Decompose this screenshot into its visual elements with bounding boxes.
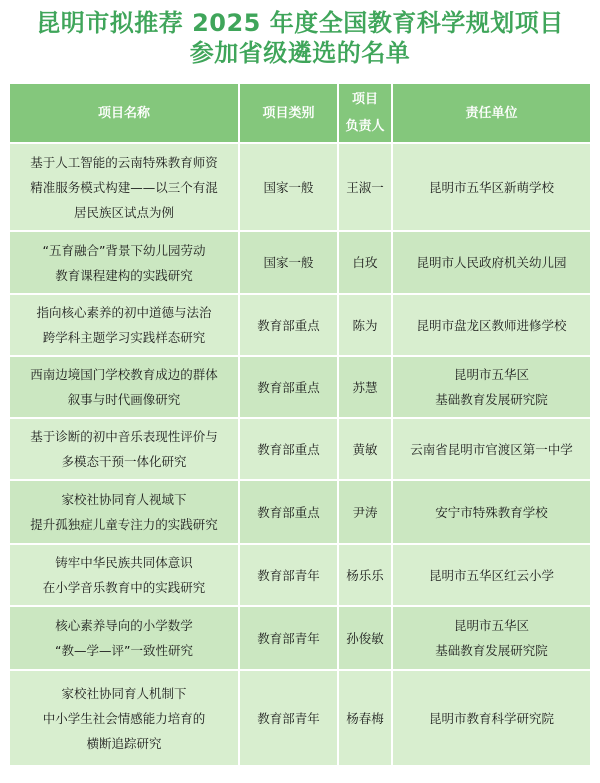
project-table-container [8, 82, 590, 767]
table-row [9, 356, 591, 418]
project-name-cell-line: 叙事与时代画像研究 [67, 392, 181, 407]
project-name-cell-line: 家校社协同育人视域下 [61, 492, 187, 507]
responsible-unit-cell-line: 基础教育发展研究院 [435, 392, 548, 407]
project-lead-cell: 尹涛 [338, 480, 392, 544]
project-category-cell: 国家一般 [239, 231, 338, 294]
table-row [9, 143, 591, 231]
project-lead-cell: 白玫 [338, 231, 392, 294]
project-name-cell-line: 基于诊断的初中音乐表现性评价与 [30, 429, 218, 444]
project-name-cell-line: 铸牢中华民族共同体意识 [55, 555, 193, 570]
responsible-unit-cell-line: 昆明市教育科学研究院 [428, 710, 554, 726]
table-row [9, 294, 591, 356]
project-name-cell-line: 横断追踪研究 [86, 735, 162, 751]
responsible-unit-cell-line: 昆明市五华区新萌学校 [428, 179, 554, 195]
header-responsible-unit: 责任单位 [392, 83, 591, 143]
project-name-cell-line: 家校社协同育人机制下 [61, 685, 187, 701]
project-name-cell [9, 480, 239, 544]
project-category-cell: 教育部重点 [239, 480, 338, 544]
project-name-cell [9, 670, 239, 766]
responsible-unit-cell [392, 670, 591, 766]
project-lead-cell: 杨乐乐 [338, 544, 392, 606]
responsible-unit-cell [392, 480, 591, 544]
project-table [8, 82, 592, 767]
project-category-cell: 教育部青年 [239, 606, 338, 670]
title-line-1: 昆明市拟推荐 2025 年度全国教育科学规划项目 [36, 9, 564, 37]
project-category-cell: 教育部重点 [239, 356, 338, 418]
responsible-unit-cell [392, 356, 591, 418]
project-category-cell: 教育部青年 [239, 670, 338, 766]
project-lead-cell: 杨春梅 [338, 670, 392, 766]
project-lead-cell: 孙俊敏 [338, 606, 392, 670]
responsible-unit-cell-line: 云南省昆明市官渡区第一中学 [410, 441, 573, 457]
project-category-cell: 国家一般 [239, 143, 338, 231]
header-project-name: 项目名称 [9, 83, 239, 143]
project-name-cell-line: 提升孤独症儿童专注力的实践研究 [30, 517, 218, 532]
table-row [9, 670, 591, 766]
table-row [9, 480, 591, 544]
header-project-lead [338, 83, 392, 143]
project-name-cell-line: 中小学生社会情感能力培育的 [42, 710, 206, 726]
project-lead-cell: 王淑一 [338, 143, 392, 231]
project-name-cell-line: 居民族区试点为例 [73, 204, 174, 220]
project-name-cell [9, 418, 239, 480]
project-name-cell-line: “五育融合”背景下幼儿园劳动 [42, 242, 206, 258]
project-name-cell-line: “教—学—评”一致性研究 [55, 643, 193, 658]
responsible-unit-cell-line: 昆明市五华区红云小学 [428, 567, 554, 583]
project-name-cell-line: 西南边境国门学校教育成边的群体 [30, 367, 218, 382]
responsible-unit-cell-line: 昆明市五华区 [453, 367, 529, 382]
project-name-cell [9, 544, 239, 606]
project-lead-cell: 黄敏 [338, 418, 392, 480]
table-row [9, 544, 591, 606]
project-name-cell-line: 核心素养导向的小学数学 [55, 618, 193, 633]
responsible-unit-cell-line: 昆明市五华区 [453, 618, 529, 633]
responsible-unit-cell [392, 606, 591, 670]
responsible-unit-cell-line: 基础教育发展研究院 [435, 643, 548, 658]
project-name-cell-line: 教育课程建构的实践研究 [55, 267, 193, 283]
project-lead-cell: 陈为 [338, 294, 392, 356]
responsible-unit-cell-line: 昆明市人民政府机关幼儿园 [416, 255, 567, 270]
project-name-cell [9, 231, 239, 294]
header-lead-line-1: 项目 [351, 92, 378, 107]
page-title [0, 0, 600, 68]
project-category-cell: 教育部重点 [239, 418, 338, 480]
responsible-unit-cell [392, 231, 591, 294]
project-category-cell: 教育部青年 [239, 544, 338, 606]
project-name-cell-line: 在小学音乐教育中的实践研究 [42, 580, 206, 595]
responsible-unit-cell-line: 安宁市特殊教育学校 [435, 504, 548, 520]
table-row [9, 418, 591, 480]
project-category-cell: 教育部重点 [239, 294, 338, 356]
title-line-2: 参加省级遴选的名单 [189, 39, 411, 67]
project-name-cell-line: 多模态干预一体化研究 [61, 454, 187, 469]
project-name-cell-line: 基于人工智能的云南特殊教育师资 [30, 154, 218, 170]
project-name-cell [9, 294, 239, 356]
project-name-cell [9, 143, 239, 231]
responsible-unit-cell [392, 544, 591, 606]
project-lead-cell: 苏慧 [338, 356, 392, 418]
responsible-unit-cell [392, 418, 591, 480]
header-project-category: 项目类别 [239, 83, 338, 143]
table-body [9, 143, 591, 766]
project-name-cell [9, 356, 239, 418]
project-name-cell-line: 指向核心素养的初中道德与法治 [36, 305, 212, 320]
project-name-cell-line: 精准服务模式构建——以三个有混 [30, 179, 218, 195]
project-name-cell-line: 跨学科主题学习实践样态研究 [42, 330, 206, 345]
header-lead-line-2: 负责人 [345, 119, 385, 134]
responsible-unit-cell [392, 143, 591, 231]
table-header [9, 83, 591, 143]
responsible-unit-cell-line: 昆明市盘龙区教师进修学校 [416, 317, 567, 333]
table-row [9, 606, 591, 670]
responsible-unit-cell [392, 294, 591, 356]
project-name-cell [9, 606, 239, 670]
table-row [9, 231, 591, 294]
